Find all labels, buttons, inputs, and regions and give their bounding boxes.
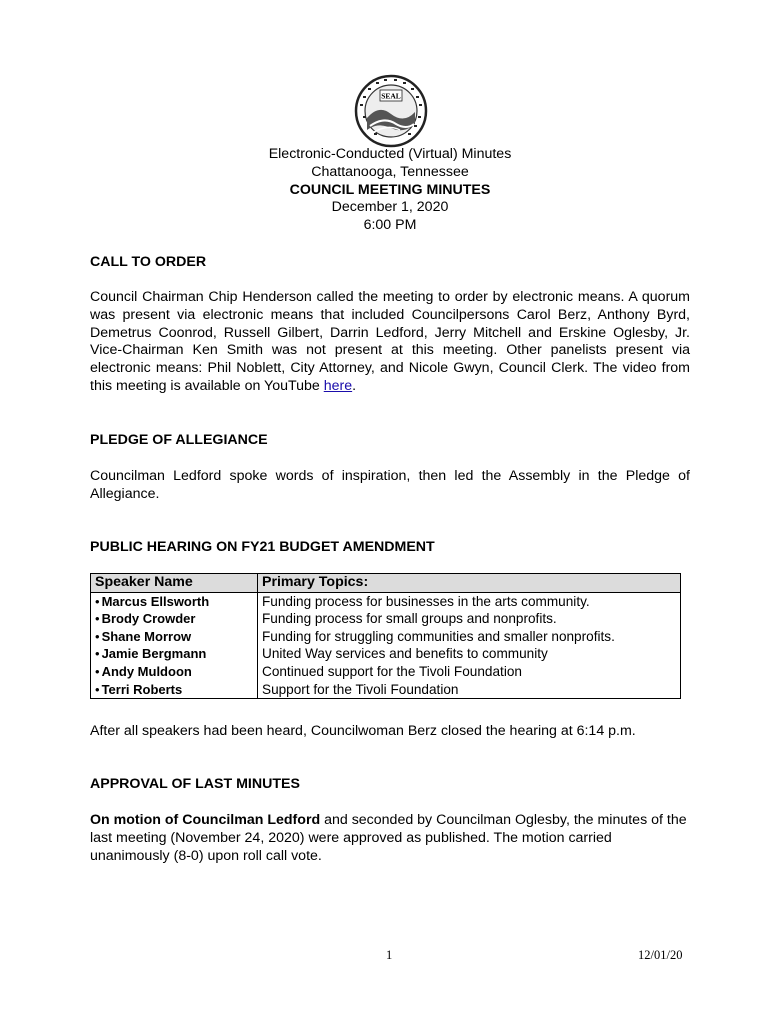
- bullet-icon: •: [95, 628, 100, 644]
- speaker-name: [91, 681, 258, 699]
- speaker-name-text: Shane Morrow: [101, 628, 192, 644]
- approval-heading: APPROVAL OF LAST MINUTES: [90, 776, 300, 792]
- speaker-name: [91, 663, 258, 681]
- speaker-topic: Funding process for small groups and nonprofits.: [258, 610, 681, 628]
- call-to-order-body: Council Chairman Chip Henderson called the meeting to order by electronic means. A quorum was present via electronic means that included Councilpersons Carol Berz, Anthony Byrd, Demetrus Coonrod, Russell Gilbert, Darrin Ledford, Jerry Mitchell and Erskine Oglesby, Jr. Vice-Chairman Ken Smith was not present at this meeting. Other panelists present via electronic means: Phil Noblett, City Attorney, and Nicole Gwyn, Council Clerk. The video from this meeting is available on YouTube: [90, 289, 690, 394]
- header-line-type: Electronic-Conducted (Virtual) Minutes: [268, 146, 512, 162]
- speaker-table: [90, 573, 681, 699]
- header-line-city: Chattanooga, Tennessee: [311, 163, 469, 180]
- speaker-name-text: Jamie Bergmann: [101, 646, 207, 662]
- call-to-order-period: .: [352, 377, 357, 394]
- motion-lead: On motion of Councilman Ledford: [90, 812, 321, 828]
- youtube-link[interactable]: here: [323, 377, 353, 394]
- call-to-order-heading: CALL TO ORDER: [90, 254, 207, 270]
- speaker-topic: Continued support for the Tivoli Foundation: [258, 663, 681, 681]
- speaker-name-text: Marcus Ellsworth: [101, 593, 210, 609]
- speaker-topic: Funding for struggling communities and smaller nonprofits.: [258, 628, 681, 646]
- col-speaker-name: Speaker Name: [91, 574, 258, 593]
- speaker-name-text: Brody Crowder: [101, 611, 196, 627]
- speaker-name: [91, 645, 258, 663]
- bullet-icon: •: [95, 681, 100, 697]
- table-row: [91, 645, 681, 663]
- table-row: [91, 663, 681, 681]
- pledge-heading: PLEDGE OF ALLEGIANCE: [90, 432, 268, 448]
- page-number: 1: [386, 948, 393, 962]
- call-to-order-text: [90, 289, 690, 396]
- table-row: [91, 628, 681, 646]
- bullet-icon: •: [95, 593, 100, 609]
- approval-text: [90, 812, 690, 865]
- approval-body: and seconded by Councilman Oglesby, the minutes of the last meeting (November 24, 2020) were approved as published. The motion carried unanimously (8-0) upon roll call vote.: [90, 812, 687, 864]
- speaker-topic: United Way services and benefits to community: [258, 645, 681, 663]
- bullet-icon: •: [95, 611, 100, 627]
- speaker-name-text: Andy Muldoon: [101, 663, 192, 679]
- table-row: [91, 610, 681, 628]
- document-header: [90, 146, 690, 235]
- speaker-name: [91, 628, 258, 646]
- seal-label: SEAL: [381, 91, 401, 101]
- speaker-name-text: Terri Roberts: [101, 681, 183, 697]
- document-title: COUNCIL MEETING MINUTES: [289, 181, 491, 198]
- table-row: [91, 681, 681, 699]
- table-row: [91, 592, 681, 610]
- col-primary-topics: Primary Topics:: [258, 574, 681, 593]
- city-seal-icon: [354, 74, 428, 148]
- public-hearing-heading: PUBLIC HEARING ON FY21 BUDGET AMENDMENT: [90, 539, 435, 555]
- hearing-closing-text: After all speakers had been heard, Councilwoman Berz closed the hearing at 6:14 p.m.: [90, 723, 636, 739]
- speaker-name: [91, 610, 258, 628]
- speaker-topic: Support for the Tivoli Foundation: [258, 681, 681, 699]
- pledge-text: Councilman Ledford spoke words of inspiration, then led the Assembly in the Pledge of Allegiance.: [90, 468, 690, 502]
- speaker-topic: Funding process for businesses in the arts community.: [258, 592, 681, 610]
- speaker-table-header: [91, 574, 681, 593]
- footer-date: 12/01/20: [638, 948, 683, 962]
- bullet-icon: •: [95, 646, 100, 662]
- meeting-date: December 1, 2020: [331, 199, 449, 216]
- speaker-name: [91, 592, 258, 610]
- meeting-time: 6:00 PM: [363, 217, 417, 234]
- bullet-icon: •: [95, 663, 100, 679]
